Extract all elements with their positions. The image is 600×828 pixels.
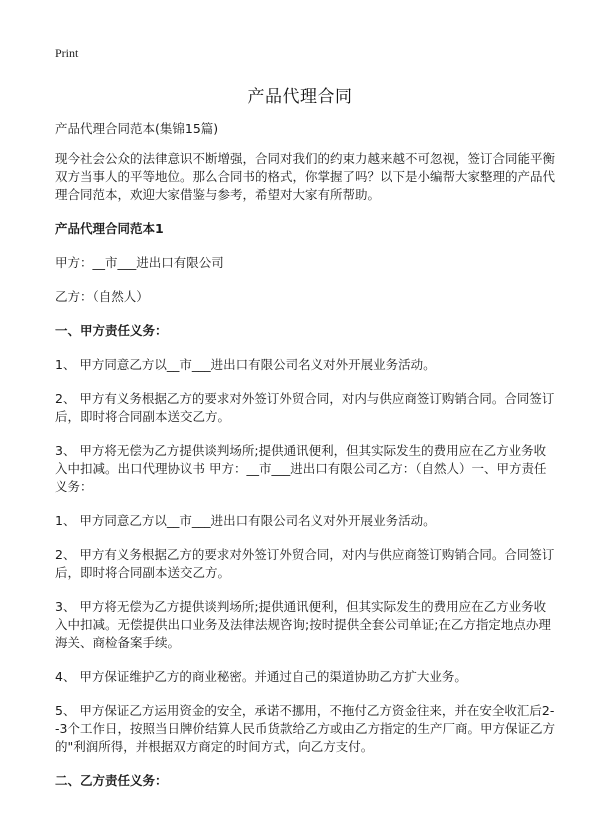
clause-item: 4、 甲方保证维护乙方的商业秘密。并通过自己的渠道协助乙方扩大业务。 — [55, 669, 467, 684]
document-subtitle: 产品代理合同范本(集锦15篇) — [55, 121, 219, 136]
party-b-duties-heading: 二、乙方责任义务： — [55, 773, 168, 788]
intro-paragraph: 现今社会公众的法律意识不断增强，合同对我们的约束力越来越不可忽视，签订合同能平衡双方当事人的平等地位。那么合同书的格式，你掌握了吗？以下是小编帮大家整理的产品代理合同范本，欢迎大家借鉴与参考，希望对大家有所帮助。 — [55, 151, 556, 202]
clause-item: 1、 甲方同意乙方以__市___进出口有限公司名义对外开展业务活动。 — [55, 357, 436, 372]
clause-item: 2、 甲方有义务根据乙方的要求对外签订外贸合同，对内与供应商签订购销合同。合同签订后，即时将合同副本送交乙方。 — [55, 547, 555, 580]
document-title: 产品代理合同 — [247, 87, 353, 107]
clause-item: 3、 甲方将无偿为乙方提供谈判场所;提供通讯便利，但其实际发生的费用应在乙方业务收入中扣减。出口代理协议书 甲方：__市___进出口有限公司乙方：（自然人）一、甲方责任义务： — [55, 443, 547, 494]
clause-item: 2、 甲方有义务根据乙方的要求对外签订外贸合同，对内与供应商签订购销合同。合同签订后，即时将合同副本送交乙方。 — [55, 391, 555, 424]
clause-item: 5、 甲方保证乙方运用资金的安全，承诺不挪用，不拖付乙方资金往来，并在安全收汇后2--3个工作日，按照当日牌价结算人民币货款给乙方或由乙方指定的生产厂商。甲方保证乙方的"利润所得，并根据双方商定的时间方式，向乙方支付。 — [55, 703, 555, 754]
clause-item: 1、 甲方同意乙方以__市___进出口有限公司名义对外开展业务活动。 — [55, 513, 436, 528]
print-link[interactable]: Print — [55, 46, 79, 60]
clause-item: 3、 甲方将无偿为乙方提供谈判场所;提供通讯便利，但其实际发生的费用应在乙方业务收入中扣减。无偿提供出口业务及法律法规咨询;按时提供全套公司单证;在乙方指定地点办理海关、商检备案手续。 — [55, 599, 551, 650]
section-heading: 产品代理合同范本1 — [55, 221, 164, 236]
party-a-line: 甲方：__市___进出口有限公司 — [55, 255, 224, 270]
party-b-line: 乙方：（自然人） — [55, 289, 149, 304]
party-a-duties-heading: 一、甲方责任义务： — [55, 323, 168, 338]
document-body — [55, 120, 555, 806]
